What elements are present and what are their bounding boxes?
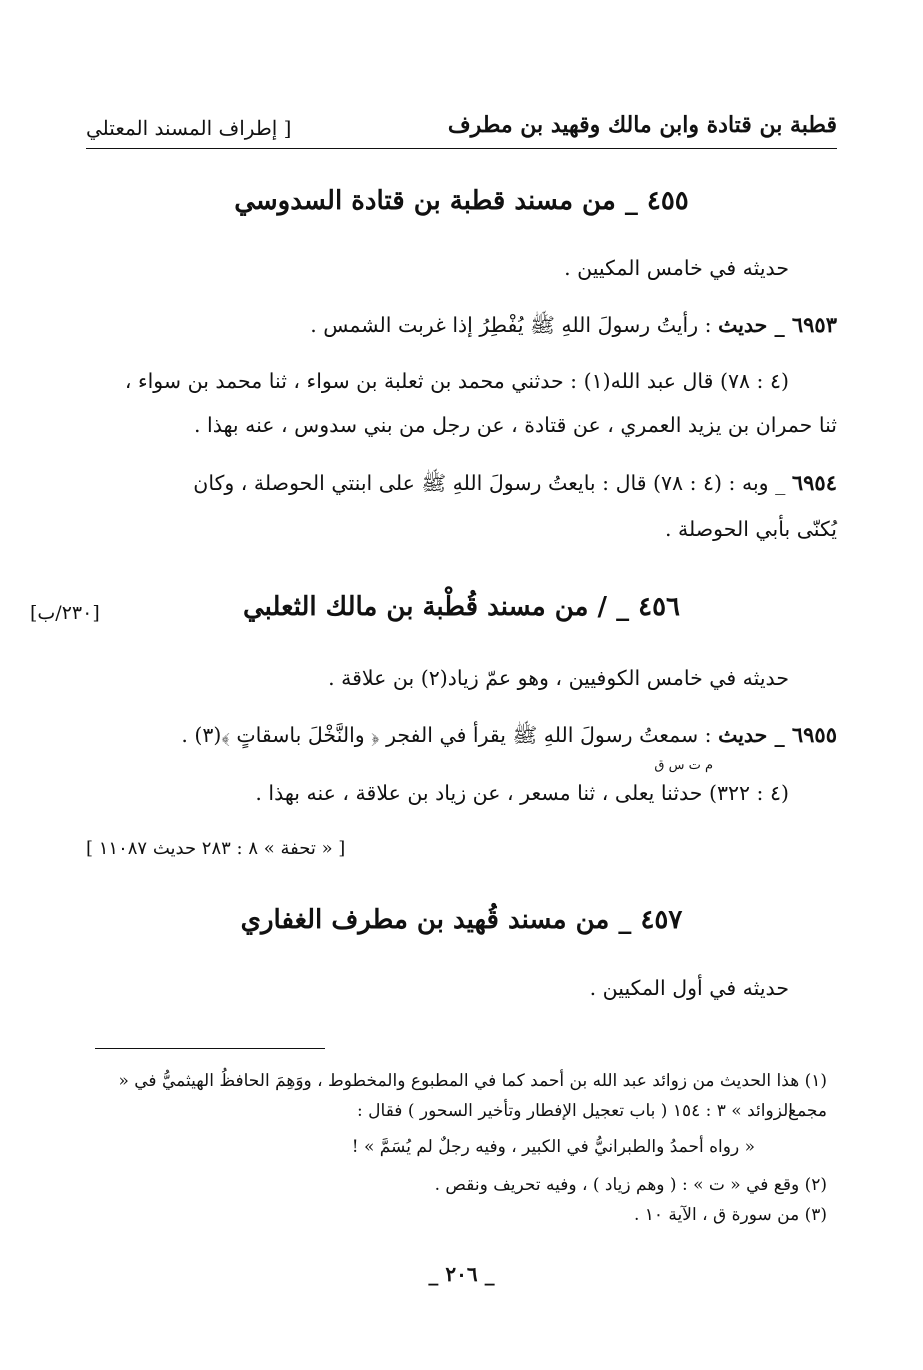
hadith-number: ٦٩٥٣ bbox=[791, 312, 837, 337]
isnad-6955: (٤ : ٣٢٢) حدثنا يعلى ، ثنا مسعر ، عن زياد بن علاقة ، عنه بهذا . bbox=[255, 781, 789, 805]
isnad-6953-line1: (٤ : ٧٨) قال عبد الله(١) : حدثني محمد بن ثعلبة بن سواء ، ثنا محمد بن سواء ، bbox=[124, 369, 789, 393]
header-rule bbox=[86, 148, 837, 149]
hadith-6955 bbox=[86, 712, 837, 758]
running-header-book: [ إطراف المسند المعتلي bbox=[86, 116, 292, 140]
tuhfa-reference: [ « تحفة » ٨ : ٢٨٣ حديث ١١٠٨٧ ] bbox=[86, 838, 346, 859]
hadith-sigla: م ت س ق bbox=[654, 758, 713, 773]
hadith-6954 bbox=[86, 460, 837, 506]
margin-folio-note: [٢٣٠/ب] bbox=[30, 602, 100, 624]
footnote-2: (٢) وقع في « ت » : ( وهم زياد ) ، وفيه تحريف ونقص . bbox=[434, 1175, 827, 1195]
hadith-6953 bbox=[86, 302, 837, 348]
hadith-keyword: _ حديث bbox=[718, 723, 792, 747]
isnad-6953-line2: ثنا حمران بن يزيد العمري ، عن قتادة ، عن رجل من بني سدوس ، عنه بهذا . bbox=[193, 413, 837, 437]
section-heading-457: ٤٥٧ _ من مسند قُهيد بن مطرف الغفاري bbox=[240, 905, 683, 935]
footnote-3: (٣) من سورة ق ، الآية ١٠ . bbox=[633, 1205, 827, 1225]
section-heading-455: ٤٥٥ _ من مسند قطبة بن قتادة السدوسي bbox=[234, 186, 689, 216]
section-heading-456: ٤٥٦ _ / من مسند قُطْبة بن مالك الثعلبي bbox=[242, 592, 681, 622]
hadith-keyword: _ حديث bbox=[718, 313, 792, 337]
footnote-1-quote: « رواه أحمدُ والطبرانيُّ في الكبير ، وفيه رجلٌ لم يُسَمَّ » ! bbox=[351, 1137, 755, 1157]
hadith-text: : سمعتُ رسولَ اللهِ ﷺ يقرأ في الفجر ﴿ والنَّخْلَ باسقاتٍ ﴾(٣) . bbox=[181, 723, 719, 747]
footnote-1-line1: (١) هذا الحديث من زوائد عبد الله بن أحمد كما في المطبوع والمخطوط ، ووَهِمَ الحافظُ الهيثميُّ في « مجمع bbox=[118, 1071, 827, 1121]
footnote-rule bbox=[95, 1048, 325, 1049]
footnote-1-line2: الزوائد » ٣ : ١٥٤ ( باب تعجيل الإفطار وتأخير السحور ) فقال : bbox=[357, 1101, 793, 1121]
running-header-title: قطبة بن قتادة وابن مالك وقهيد بن مطرف bbox=[447, 112, 837, 138]
hadith-text: _ وبه : (٤ : ٧٨) قال : بايعتُ رسولَ اللهِ ﷺ على ابنتي الحوصلة ، وكان bbox=[193, 471, 792, 495]
hadith-6954-line2: يُكنّى بأبي الحوصلة . bbox=[664, 517, 837, 541]
section-intro-457: حديثه في أول المكيين . bbox=[589, 976, 789, 1000]
hadith-number: ٦٩٥٤ bbox=[791, 470, 837, 495]
section-intro-455: حديثه في خامس المكيين . bbox=[564, 256, 789, 280]
hadith-text: : رأيتُ رسولَ اللهِ ﷺ يُفْطِرُ إذا غربت الشمس . bbox=[310, 313, 719, 337]
section-intro-456: حديثه في خامس الكوفيين ، وهو عمّ زياد(٢) بن علاقة . bbox=[328, 666, 789, 690]
hadith-number: ٦٩٥٥ bbox=[791, 722, 837, 747]
page-number: _ ٢٠٦ _ bbox=[428, 1262, 495, 1286]
